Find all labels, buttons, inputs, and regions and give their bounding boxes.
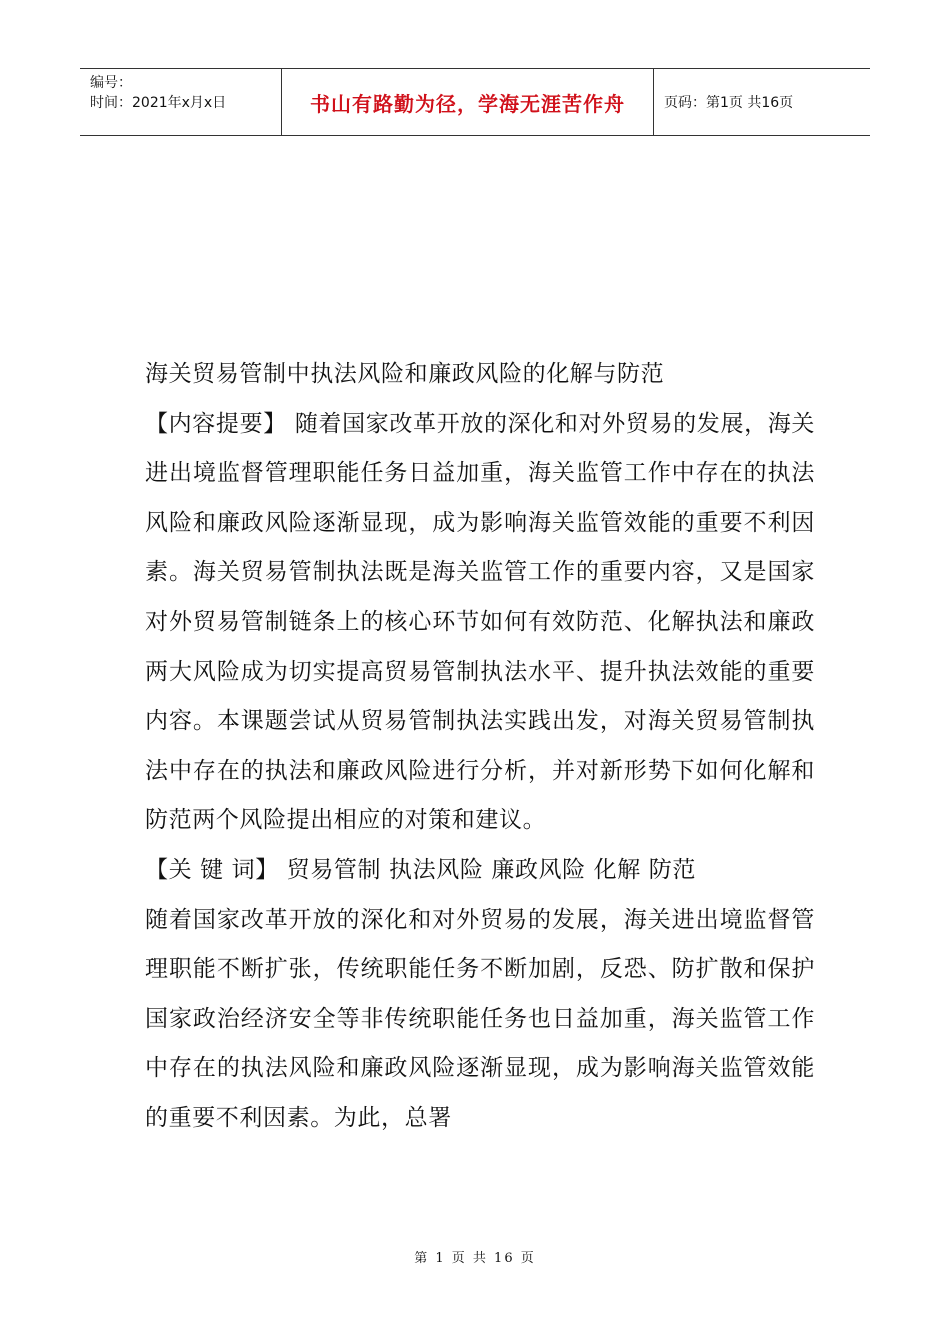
time-label: 时间：2021年x月x日 [90, 95, 227, 111]
abstract-paragraph: 【内容提要】 随着国家改革开放的深化和对外贸易的发展，海关进出境监督管理职能任务日益加重，海关监管工作中存在的执法风险和廉政风险逐渐显现，成为影响海关监管效能的重要不利因素。海关贸易管制执法既是海关监管工作的重要内容，又是国家对外贸易管制链条上的核心环节如何有效防范、化解执法和廉政两大风险成为切实提高贸易管制执法水平、提升执法效能的重要内容。本课题尝试从贸易管制执法实践出发，对海关贸易管制执法中存在的执法和廉政风险进行分析，并对新形势下如何化解和防范两个风险提出相应的对策和建议。 [145, 410, 815, 834]
document-title: 海关贸易管制中执法风险和廉政风险的化解与防范 [145, 361, 665, 387]
keywords-line: 【关 键 词】 贸易管制 执法风险 廉政风险 化解 防范 [145, 856, 696, 883]
page-footer: 第 1 页 共 16 页 [414, 1251, 536, 1266]
document-header [80, 68, 870, 136]
body-paragraph: 随着国家改革开放的深化和对外贸易的发展，海关进出境监督管理职能不断扩张，传统职能任务不断加剧，反恐、防扩散和保护国家政治经济安全等非传统职能任务也日益加重，海关监管工作中存在的执法风险和廉政风险逐渐显现，成为影响海关监管效能的重要不利因素。为此，总署 [145, 906, 815, 1131]
header-meta [80, 69, 282, 135]
number-label: 编号： [90, 75, 132, 91]
header-motto: 书山有路勤为径，学海无涯苦作舟 [282, 69, 654, 135]
header-page-info: 页码：第1页 共16页 [664, 95, 794, 111]
document-body [145, 350, 815, 1144]
